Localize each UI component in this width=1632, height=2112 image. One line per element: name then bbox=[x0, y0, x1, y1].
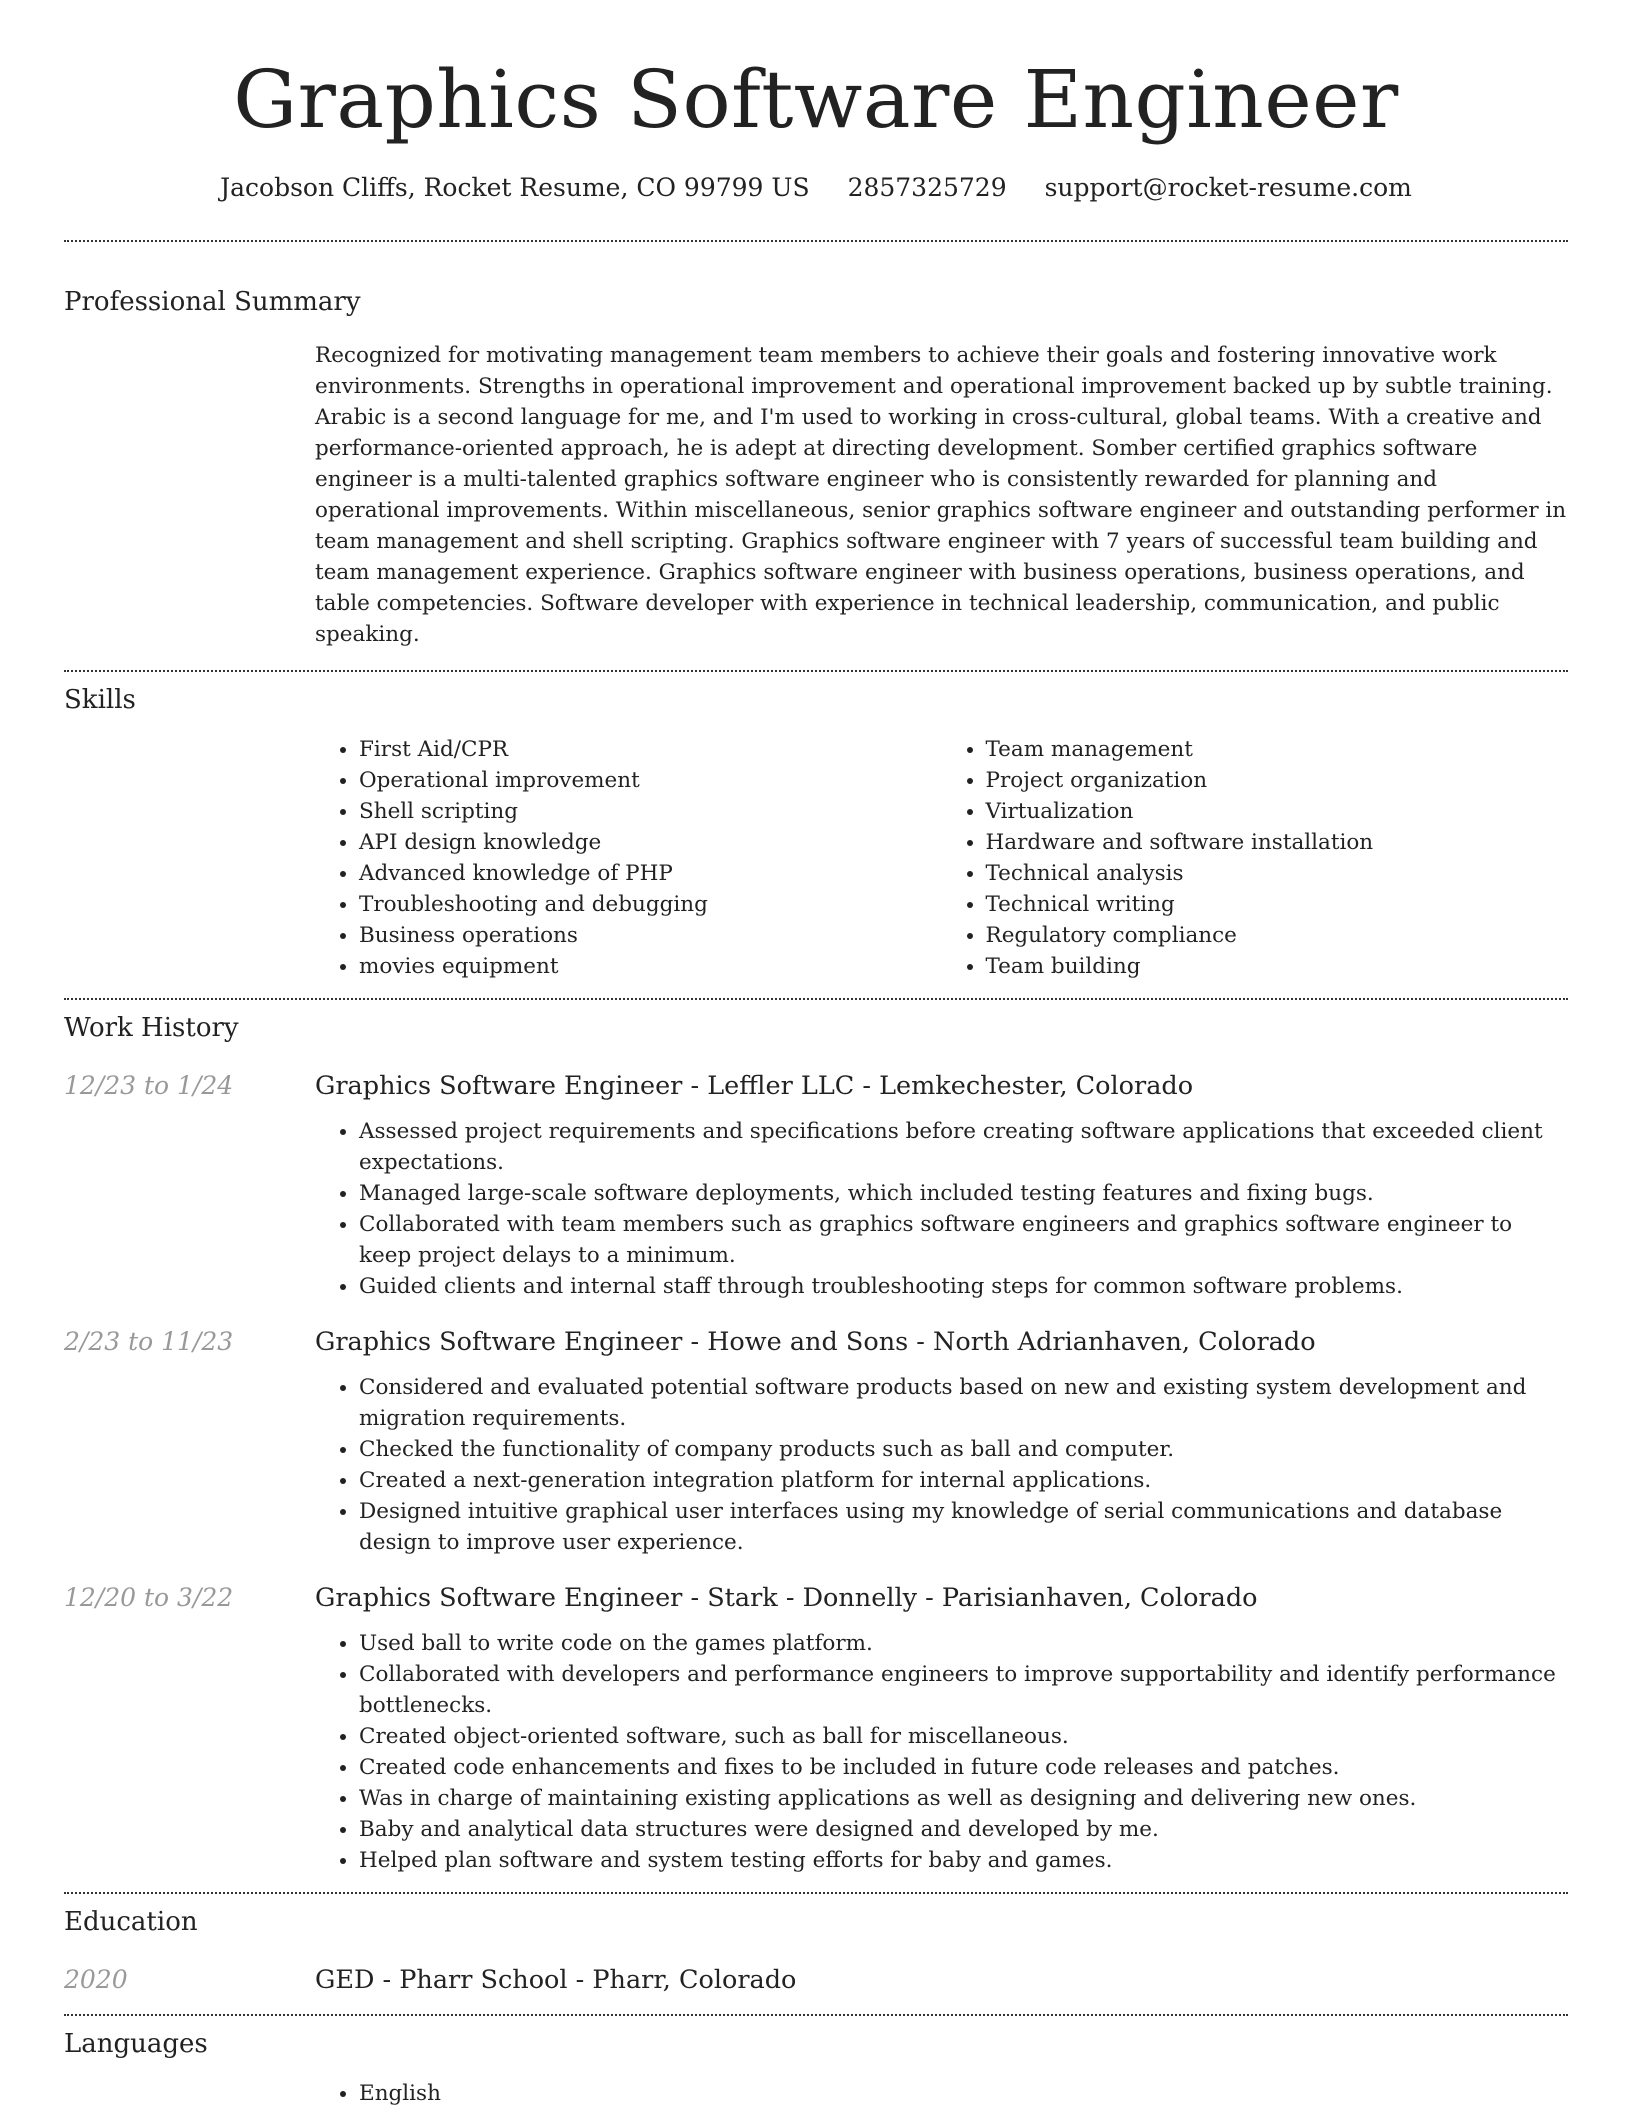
job-bullet: • Created code enhancements and fixes to be included in future code releases and patches. bbox=[359, 1752, 1568, 1783]
skill-item: • Technical analysis bbox=[986, 858, 1569, 889]
job-bullet: • Collaborated with developers and performance engineers to improve supportability and identify performance bottlenecks. bbox=[359, 1659, 1568, 1721]
resume-title: Graphics Software Engineer bbox=[233, 53, 1399, 146]
job-body bbox=[315, 1326, 1568, 1558]
job-bullet: • Baby and analytical data structures were designed and developed by me. bbox=[359, 1814, 1568, 1845]
job-body bbox=[315, 1070, 1568, 1302]
language-item: • English bbox=[359, 2078, 1568, 2109]
divider bbox=[64, 2014, 1568, 2016]
job-bullet: • Created a next-generation integration platform for internal applications. bbox=[359, 1465, 1568, 1496]
education-heading: Education bbox=[64, 1907, 198, 1937]
skill-item: • Virtualization bbox=[986, 796, 1569, 827]
skills-heading: Skills bbox=[64, 685, 136, 715]
skill-item: • Project organization bbox=[986, 765, 1569, 796]
job-bullet: • Was in charge of maintaining existing applications as well as designing and delivering new ones. bbox=[359, 1783, 1568, 1814]
work-history-heading: Work History bbox=[64, 1013, 239, 1043]
skill-item: • Operational improvement bbox=[359, 765, 942, 796]
divider bbox=[64, 240, 1568, 242]
skill-item: • Advanced knowledge of PHP bbox=[359, 858, 942, 889]
skill-item: • Technical writing bbox=[986, 889, 1569, 920]
job-title: Graphics Software Engineer - Stark - Donnelly - Parisianhaven, Colorado bbox=[315, 1583, 1258, 1613]
languages-section bbox=[64, 2028, 1568, 2109]
education-date: 2020 bbox=[64, 1965, 128, 1994]
education-detail: GED - Pharr School - Pharr, Colorado bbox=[315, 1965, 797, 1995]
skill-item: • Team management bbox=[986, 734, 1569, 765]
summary-text: Recognized for motivating management team members to achieve their goals and fostering innovative work environments. Strengths in operational improvement and operational improvement backed up by subtle training. Arabic is a second language for me, and I'm used to working in cross-cultural, global teams. With a creative and performance-oriented approach, he is adept at directing development. Somber certified graphics software engineer is a multi-talented graphics software engineer who is consistently rewarded for planning and operational improvements. Within miscellaneous, senior graphics software engineer and outstanding performer in team management and shell scripting. Graphics software engineer with 7 years of successful team building and team management experience. Graphics software engineer with business operations, business operations, and table competencies. Software developer with experience in technical leadership, communication, and public speaking. bbox=[315, 343, 1567, 647]
skill-item: • Regulatory compliance bbox=[986, 920, 1569, 951]
divider bbox=[64, 998, 1568, 1000]
job-entry bbox=[64, 1326, 1568, 1558]
languages-list bbox=[315, 2078, 1568, 2109]
job-bullets bbox=[315, 1628, 1568, 1876]
skill-item: • First Aid/CPR bbox=[359, 734, 942, 765]
job-date: 2/23 to 11/23 bbox=[64, 1327, 234, 1356]
contact-phone: 2857325729 bbox=[847, 173, 1007, 202]
job-bullets bbox=[315, 1372, 1568, 1558]
job-bullet: • Assessed project requirements and specifications before creating software applications that exceeded client expectations. bbox=[359, 1116, 1568, 1178]
job-bullet: • Managed large-scale software deployments, which included testing features and fixing bugs. bbox=[359, 1178, 1568, 1209]
skills-columns bbox=[315, 734, 1568, 982]
job-bullet: • Guided clients and internal staff through troubleshooting steps for common software problems. bbox=[359, 1271, 1568, 1302]
skill-item: • movies equipment bbox=[359, 951, 942, 982]
job-title: Graphics Software Engineer - Howe and Sons - North Adrianhaven, Colorado bbox=[315, 1327, 1316, 1357]
job-title: Graphics Software Engineer - Leffler LLC - Lemkechester, Colorado bbox=[315, 1071, 1194, 1101]
job-bullet: • Used ball to write code on the games platform. bbox=[359, 1628, 1568, 1659]
languages-heading: Languages bbox=[64, 2029, 208, 2059]
work-history-section bbox=[64, 1012, 1568, 1876]
contact-email: support@rocket-resume.com bbox=[1044, 173, 1412, 202]
job-date: 12/23 to 1/24 bbox=[64, 1071, 234, 1100]
education-section bbox=[64, 1906, 1568, 1996]
job-bullets bbox=[315, 1116, 1568, 1302]
job-bullet: • Helped plan software and system testing efforts for baby and games. bbox=[359, 1845, 1568, 1876]
job-bullet: • Checked the functionality of company products such as ball and computer. bbox=[359, 1434, 1568, 1465]
skill-item: • Troubleshooting and debugging bbox=[359, 889, 942, 920]
job-bullet: • Considered and evaluated potential software products based on new and existing system development and migration requirements. bbox=[359, 1372, 1568, 1434]
summary-section bbox=[64, 286, 1568, 650]
divider bbox=[64, 1892, 1568, 1894]
skills-list-right bbox=[942, 734, 1569, 982]
job-date: 12/20 to 3/22 bbox=[64, 1583, 234, 1612]
contact-line bbox=[64, 172, 1568, 204]
divider bbox=[64, 670, 1568, 672]
summary-heading: Professional Summary bbox=[64, 287, 361, 317]
skill-item: • Hardware and software installation bbox=[986, 827, 1569, 858]
job-bullet: • Created object-oriented software, such as ball for miscellaneous. bbox=[359, 1721, 1568, 1752]
skills-list-left bbox=[315, 734, 942, 982]
job-entry bbox=[64, 1582, 1568, 1876]
skill-item: • Business operations bbox=[359, 920, 942, 951]
job-bullet: • Designed intuitive graphical user interfaces using my knowledge of serial communications and database design to improve user experience. bbox=[359, 1496, 1568, 1558]
contact-address: Jacobson Cliffs, Rocket Resume, CO 99799 US bbox=[220, 173, 810, 202]
skills-section bbox=[64, 684, 1568, 982]
skill-item: • API design knowledge bbox=[359, 827, 942, 858]
job-bullet: • Collaborated with team members such as graphics software engineers and graphics software engineer to keep project delays to a minimum. bbox=[359, 1209, 1568, 1271]
job-body bbox=[315, 1582, 1568, 1876]
skill-item: • Shell scripting bbox=[359, 796, 942, 827]
job-entry bbox=[64, 1070, 1568, 1302]
skill-item: • Team building bbox=[986, 951, 1569, 982]
education-entry bbox=[64, 1964, 1568, 1996]
